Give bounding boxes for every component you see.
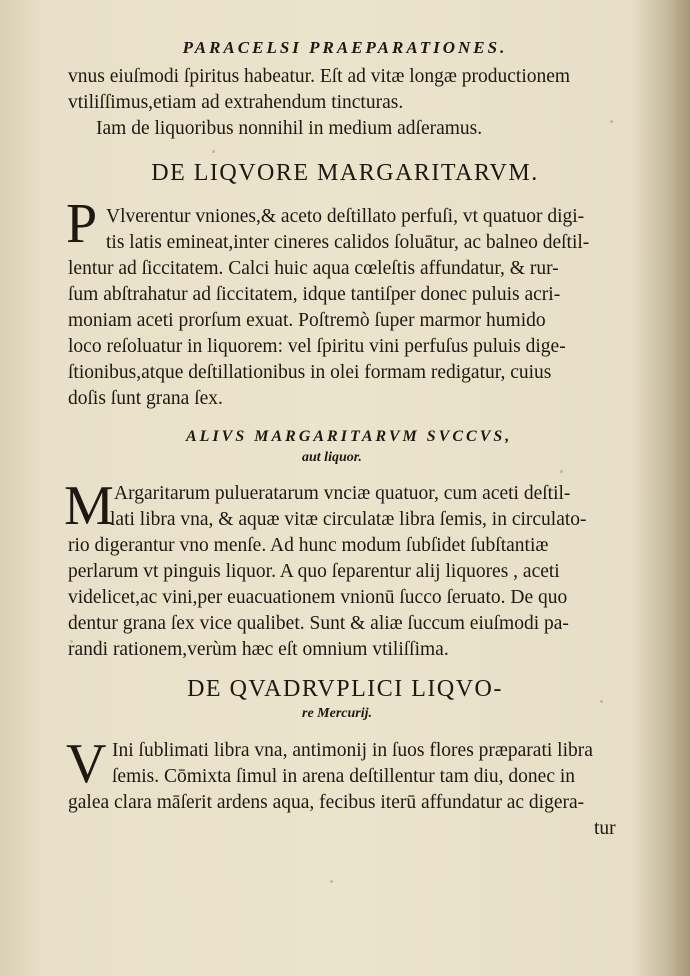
drop-cap: V (66, 733, 107, 795)
text-line: doſis ſunt grana ſex. (68, 388, 223, 409)
text-line: tur (594, 818, 616, 839)
text-line: lentur ad ſiccitatem. Calci huic aqua cœleſtis affundatur, & rur- (68, 258, 559, 279)
text-line: galea clara māſerit ardens aqua, fecibus iterū affundatur ac digera- (68, 792, 585, 813)
text-line: videlicet,ac vini,per euacuationem vnionū ſucco ſeruato. De quo (68, 587, 568, 608)
text-line: Vlverentur vniones,& aceto deſtillato perfuſi, vt quatuor digi- (106, 206, 585, 227)
text-line: dentur grana ſex vice qualibet. Sunt & aliæ ſuccum eiuſmodi pa- (68, 613, 569, 634)
text-line: ſemis. Cōmixta ſimul in arena deſtillentur tam diu, donec in (112, 766, 576, 787)
section-subheading-cont: aut liquor. (302, 450, 362, 465)
running-head: PARACELSI PRAEPARATIONES. (182, 38, 508, 57)
section-subheading: ALIVS MARGARITARVM SVCCVS, (186, 428, 513, 445)
text-line: randi rationem,verùm hæc eſt omnium vtiliſſima. (68, 639, 449, 660)
section-heading-cont: re Mercurij. (302, 706, 372, 721)
drop-cap: M (64, 475, 114, 537)
section-heading: DE QVADRVPLICI LIQVO- (187, 676, 503, 702)
text-line: lati libra vna, & aquæ vitæ circulatæ libra ſemis, in circulato- (110, 509, 587, 530)
text-line: Iam de liquoribus nonnihil in medium adſeramus. (96, 118, 483, 139)
text-line: Ini ſublimati libra vna, antimonij in ſuos flores præparati libra (112, 740, 593, 761)
text-line: Argaritarum pulueratarum vnciæ quatuor, cum aceti deſtil- (114, 483, 571, 504)
text-line: loco reſoluatur in liquorem: vel ſpiritu vini perfuſus puluis dige- (68, 336, 566, 357)
text-line: moniam aceti prorſum exuat. Poſtremò ſuper marmor humido (68, 310, 546, 331)
text-line: perlarum vt pinguis liquor. A quo ſeparentur alij liquores , aceti (68, 561, 560, 582)
text-line: tis latis emineat,inter cineres calidos ſoluātur, ac balneo deſtil- (106, 232, 590, 253)
text-line: ſum abſtrahatur ad ſiccitatem, idque tantiſper donec puluis acri- (68, 284, 561, 305)
section-heading: DE LIQVORE MARGARITARVM. (151, 160, 539, 186)
text-line: rio digerantur vno menſe. Ad hunc modum ſubſidet ſubſtantiæ (68, 535, 549, 556)
text-line: vnus eiuſmodi ſpiritus habeatur. Eſt ad vitæ longæ productionem (68, 66, 571, 87)
text-line: ſtionibus,atque deſtillationibus in olei formam redigatur, cuius (68, 362, 552, 383)
text-line: vtiliſſimus,etiam ad extrahendum tincturas. (68, 92, 404, 113)
drop-cap: P (66, 193, 98, 255)
